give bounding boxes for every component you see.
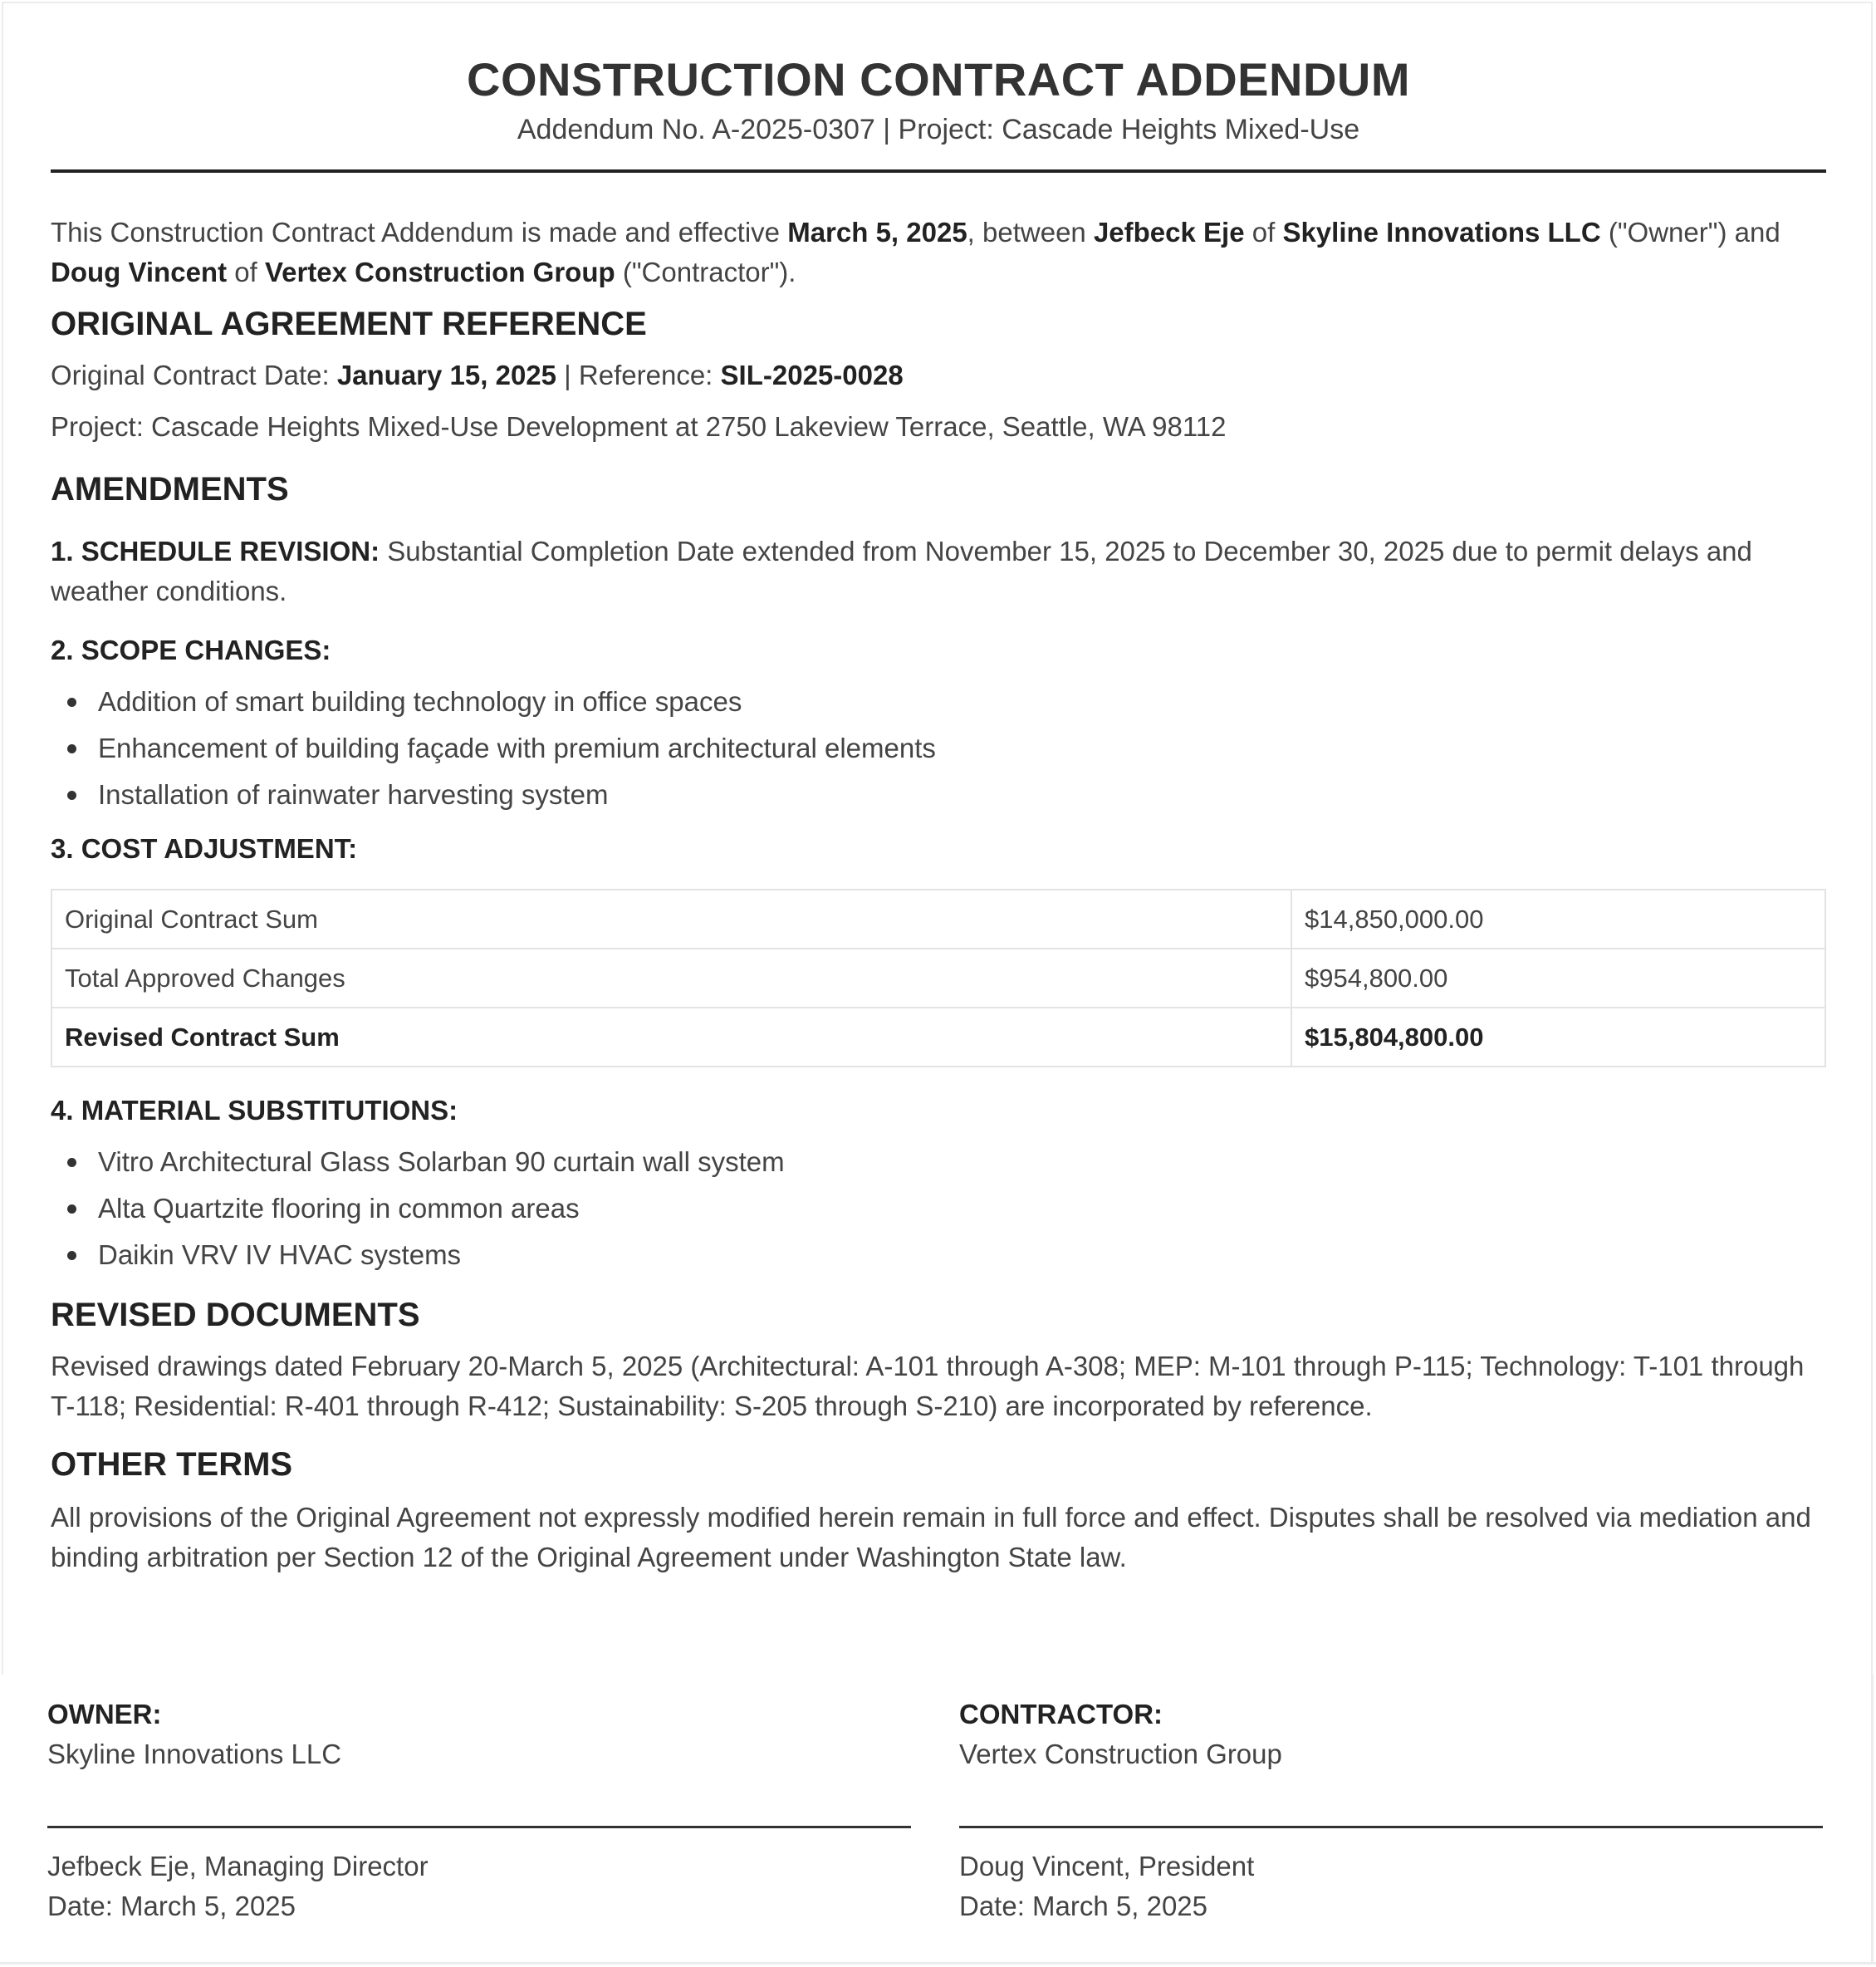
list-item: [51, 772, 1826, 818]
owner-signatory: Jefbeck Eje, Managing Director: [47, 1851, 429, 1881]
list-item: [51, 679, 1826, 725]
revised-documents-text: Revised drawings dated February 20-March 5, 2025 (Architectural: A-101 through A-308; MEP: M-101 through P-115; Technology: T-101 through T-118; Residential: R-401 through R-412; Sustainability: S-205 through S-210) are incorporated by reference.: [51, 1351, 1805, 1421]
list-item-text: Enhancement of building façade with premium architectural elements: [98, 733, 936, 763]
contractor-company: Vertex Construction Group: [264, 257, 615, 287]
section-heading-other-terms: OTHER TERMS: [51, 1446, 293, 1483]
owner-company-name: Skyline Innovations LLC: [47, 1739, 342, 1769]
document-title: CONSTRUCTION CONTRACT ADDENDUM: [467, 53, 1410, 105]
contractor-role-label: CONTRACTOR:: [959, 1699, 1163, 1729]
cost-adjustment-table: [51, 889, 1826, 1067]
bullet-icon: [67, 744, 76, 753]
page-border-right: [1871, 1675, 1874, 1962]
owner-signature-date: Date: March 5, 2025: [47, 1891, 296, 1921]
list-item: [51, 1232, 1826, 1278]
reference-value: SIL-2025-0028: [720, 360, 904, 390]
bullet-icon: [67, 1204, 76, 1214]
list-item-text: Vitro Architectural Glass Solarban 90 curtain wall system: [98, 1146, 785, 1177]
owner-company: Skyline Innovations LLC: [1282, 217, 1601, 248]
owner-role-label: OWNER:: [47, 1699, 162, 1729]
owner-name: Jefbeck Eje: [1093, 217, 1245, 248]
schedule-revision-text: Substantial Completion Date extended from November 15, 2025 to December 30, 2025 due to permit delays and weather conditions.: [51, 536, 1752, 606]
intro-text: ("Contractor").: [615, 257, 796, 287]
bullet-icon: [67, 698, 76, 707]
owner-signature-block: [47, 1695, 911, 1926]
list-item: [51, 1185, 1826, 1232]
bullet-icon: [67, 1251, 76, 1260]
section-heading-amendments: AMENDMENTS: [51, 471, 289, 508]
original-date-label: Original Contract Date:: [51, 360, 337, 390]
contractor-signature-line: [959, 1826, 1823, 1828]
list-item-text: Addition of smart building technology in office spaces: [98, 686, 742, 717]
contractor-signatory: Doug Vincent, President: [959, 1851, 1255, 1881]
table-row: [51, 890, 1825, 949]
cost-label-cell: Revised Contract Sum: [51, 1008, 1291, 1067]
table-row-total: [51, 1008, 1825, 1067]
signature-section: [0, 1675, 1876, 1967]
contractor-company-name: Vertex Construction Group: [959, 1739, 1282, 1769]
cost-value-cell: $14,850,000.00: [1291, 890, 1825, 949]
page-border-bottom: [0, 1962, 1876, 1965]
scope-changes-list: [51, 679, 1826, 818]
cost-value-cell: $954,800.00: [1291, 949, 1825, 1008]
list-item-text: Alta Quartzite flooring in common areas: [98, 1193, 580, 1224]
intro-paragraph: [51, 213, 1826, 292]
bullet-icon: [67, 791, 76, 800]
intro-text: of: [1244, 217, 1283, 248]
material-substitutions-label: 4. MATERIAL SUBSTITUTIONS:: [51, 1095, 458, 1126]
list-item: [51, 1139, 1826, 1185]
bullet-icon: [67, 1158, 76, 1167]
cost-label-cell: Total Approved Changes: [51, 949, 1291, 1008]
intro-text: This Construction Contract Addendum is made and effective: [51, 217, 788, 248]
list-item-text: Daikin VRV IV HVAC systems: [98, 1239, 462, 1270]
section-heading-original-agreement: ORIGINAL AGREEMENT REFERENCE: [51, 306, 647, 342]
cost-label-cell: Original Contract Sum: [51, 890, 1291, 949]
document-header: [51, 3, 1826, 173]
list-item-text: Installation of rainwater harvesting system: [98, 779, 609, 810]
list-item: [51, 725, 1826, 772]
contractor-name: Doug Vincent: [51, 257, 228, 287]
section-heading-revised-documents: REVISED DOCUMENTS: [51, 1297, 420, 1333]
intro-text: ("Owner") and: [1600, 217, 1780, 248]
intro-text: of: [227, 257, 265, 287]
addendum-document: [2, 2, 1873, 1675]
reference-label: | Reference:: [556, 360, 721, 390]
original-date-value: January 15, 2025: [336, 360, 557, 390]
material-substitutions-list: [51, 1139, 1826, 1278]
schedule-revision: [51, 532, 1826, 611]
other-terms-text: All provisions of the Original Agreement not expressly modified herein remain in full force and effect. Disputes shall be resolved via mediation and binding arbitration per Section 12 of the Original Agreement under Washington State law.: [51, 1502, 1811, 1572]
contractor-signature-block: [959, 1695, 1823, 1926]
cost-value-cell: $15,804,800.00: [1291, 1008, 1825, 1067]
effective-date: March 5, 2025: [787, 217, 967, 248]
intro-text: , between: [967, 217, 1094, 248]
scope-changes-label: 2. SCOPE CHANGES:: [51, 635, 331, 665]
table-row: [51, 949, 1825, 1008]
project-line: Project: Cascade Heights Mixed-Use Development at 2750 Lakeview Terrace, Seattle, WA 98112: [51, 411, 1227, 442]
schedule-revision-label: 1. SCHEDULE REVISION:: [51, 536, 380, 567]
original-contract-line: [51, 356, 1826, 395]
document-body: [51, 3, 1826, 1577]
cost-adjustment-label: 3. COST ADJUSTMENT:: [51, 833, 358, 864]
owner-signature-line: [47, 1826, 911, 1828]
document-subtitle: Addendum No. A-2025-0307 | Project: Cascade Heights Mixed-Use: [517, 114, 1360, 145]
contractor-signature-date: Date: March 5, 2025: [959, 1891, 1207, 1921]
